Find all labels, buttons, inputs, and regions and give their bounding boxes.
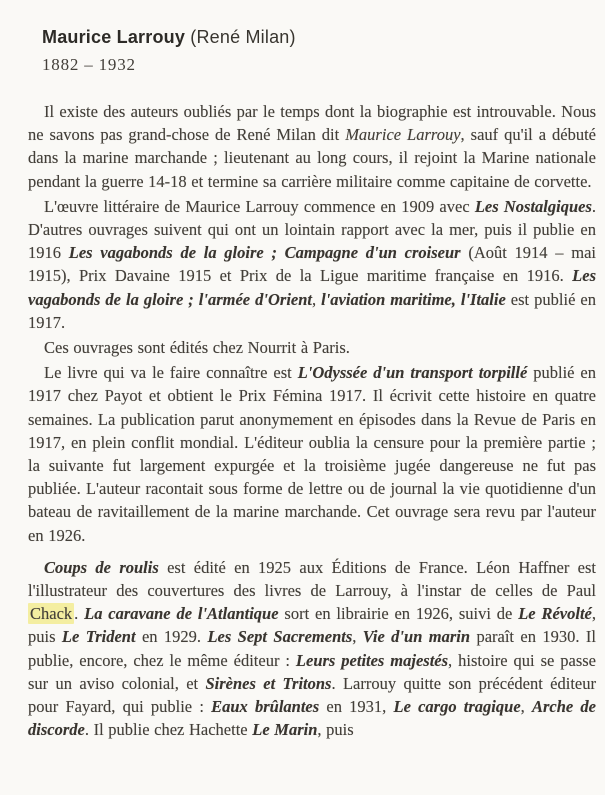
text-run: l'aviation maritime, l'Italie <box>321 289 506 309</box>
document-header <box>0 0 605 75</box>
text-run: Les Sept Sacrements <box>207 627 353 647</box>
text-run: Les vagabonds de la gloire ; Campagne d'un croiseur <box>68 243 461 263</box>
text-run: Le Marin <box>252 720 318 740</box>
author-name: Maurice Larrouy <box>42 27 186 47</box>
paragraph <box>28 336 596 359</box>
text-run: . Il publie chez Hachette <box>84 720 253 740</box>
text-run: , puis <box>317 720 354 740</box>
text-run: Coups de roulis <box>44 557 159 577</box>
text-run: est publié en 1917. <box>28 289 596 332</box>
text-run: Sirènes et Tritons <box>205 673 332 693</box>
page-title <box>42 26 605 48</box>
text-run: , <box>520 697 532 717</box>
text-run: sort en librairie en 1926, suivi de <box>278 604 519 624</box>
text-run: en 1931, <box>319 697 394 717</box>
text-run: , <box>352 627 363 647</box>
text-run: Le Révolté <box>518 604 592 624</box>
text-run: , histoire qui se passe sur un aviso colonial, et <box>28 650 597 693</box>
text-run: Eaux brûlantes <box>211 697 320 717</box>
text-run: Leurs petites majestés <box>295 650 449 670</box>
highlighted-text: Chack <box>30 604 73 624</box>
text-run: Vie d'un marin <box>362 627 471 647</box>
document-body <box>0 100 605 741</box>
paragraph <box>28 556 596 742</box>
author-years: 1882 – 1932 <box>42 55 136 74</box>
text-run: L'œuvre littéraire de Maurice Larrouy commence en 1909 avec <box>44 196 475 216</box>
text-run: . D'autres ouvrages suivent qui ont un lointain rapport avec la mer, puis il publie en 1916 <box>28 196 596 263</box>
text-run: Le cargo tragique <box>393 697 521 717</box>
text-run: L'Odyssée d'un transport torpillé <box>297 363 528 383</box>
text-run: . <box>74 604 85 624</box>
text-run: est édité en 1925 aux Éditions de France. Léon Haffner est l'illustrateur des couvertures des livres de Larrouy, à l'instar de celles de Paul <box>28 557 596 601</box>
text-run: Ces ouvrages sont édités chez Nourrit à Paris. <box>44 338 350 358</box>
text-run: , <box>311 289 322 309</box>
text-run: Les Nostalgiques <box>474 196 592 216</box>
text-run: , puis <box>28 604 596 647</box>
text-run: en 1929. <box>135 627 208 647</box>
text-run: Les vagabonds de la gloire ; l'armée d'Orient <box>28 266 596 309</box>
text-run: paraît en 1930. Il publie, encore, chez le même éditeur : <box>28 627 596 670</box>
paragraph <box>28 100 596 193</box>
text-run: . Larrouy quitte son précédent éditeur pour Fayard, qui publie : <box>28 673 596 717</box>
paragraph <box>28 361 596 547</box>
text-run: Arche de discorde <box>28 697 596 740</box>
text-run: publié en 1917 chez Payot et obtient le Prix Fémina 1917. Il écrivit cette histoire en quatre semaines. La publication parut anonymement en épisodes dans la Revue de Paris en 1917, en plein conflit mondial. L'éditeur oublia la censure pour la première partie ; la suivante fut largement expurgée et la troisième jugée dangereuse ne fut pas publiée. L'auteur racontait sous forme de lettre ou de journal la vie quotidienne d'un bateau de ravitaillement de la marine marchande. Cet ouvrage sera revu par l'auteur en 1926. <box>28 363 596 545</box>
paragraph <box>28 195 596 334</box>
text-run: Maurice Larrouy <box>345 125 461 145</box>
author-alias: (René Milan) <box>190 27 296 47</box>
text-run: (Août 1914 – mai 1915), Prix Davaine 1915 et Prix de la Ligue maritime française en 1916. <box>28 243 596 286</box>
text-run: Il existe des auteurs oubliés par le temps dont la biographie est introuvable. Nous ne savons pas grand-chose de René Milan dit <box>28 102 596 145</box>
text-run: Le livre qui va le faire connaître est <box>44 363 298 383</box>
text-run: , sauf qu'il a débuté dans la marine marchande ; lieutenant au long cours, il rejoint la Marine nationale pendant la guerre 14-18 et termine sa carrière militaire comme capitaine de corvette. <box>28 125 596 191</box>
text-run: Le Trident <box>61 627 136 647</box>
text-run: La caravane de l'Atlantique <box>84 604 279 624</box>
